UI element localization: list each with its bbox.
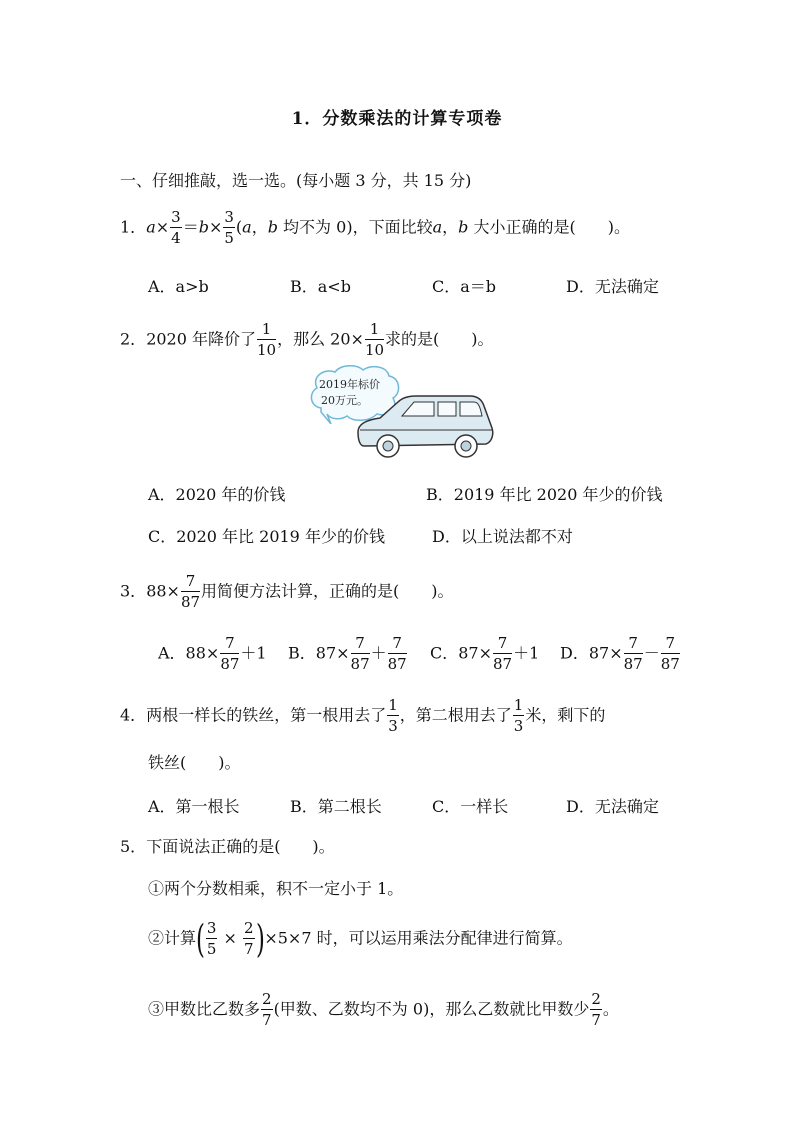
fraction: $\frac{7}{87}$: [350, 634, 370, 673]
q1-option-b[interactable]: B．a<b: [290, 277, 351, 296]
var-a: a: [146, 217, 156, 237]
equals-sign: ＝: [182, 217, 199, 237]
fraction: $\frac{3}{4}$: [171, 208, 181, 247]
page-title: 1．分数乘法的计算专项卷: [291, 109, 503, 129]
bubble-line-1: 2019年标价: [319, 378, 380, 391]
q2-option-b[interactable]: B．2019 年比 2020 年少的价钱: [426, 485, 663, 504]
section-heading: 一、仔细推敲，选一选。(每小题 3 分，共 15 分): [120, 171, 472, 190]
question-4: 4．两根一样长的铁丝，第一根用去了 $\frac{1}{3}$ ，第二根用去了 $\frac{1}{3}$ 米，剩下的: [120, 696, 606, 735]
question-number: 3．: [120, 581, 147, 601]
question-5: 5．下面说法正确的是( )。: [120, 837, 335, 856]
fraction: $\frac{1}{10}$: [257, 320, 277, 359]
question-number: 4．: [120, 705, 147, 725]
q3-option-d[interactable]: D．87× $\frac{7}{87}$ － $\frac{7}{87}$: [560, 634, 680, 673]
q1-option-a[interactable]: A．a>b: [148, 277, 209, 296]
question-number: 5．: [120, 837, 147, 856]
bubble-line-2: 20万元。: [321, 394, 368, 407]
q4-option-b[interactable]: B．第二根长: [290, 797, 382, 816]
statement-1: ①两个分数相乘，积不一定小于 1。: [148, 879, 404, 898]
q3-option-c[interactable]: C．87× $\frac{7}{87}$ ＋1: [430, 634, 540, 673]
fraction: $\frac{1}{3}$: [388, 696, 398, 735]
q3-option-b[interactable]: B．87× $\frac{7}{87}$ ＋ $\frac{7}{87}$: [288, 634, 407, 673]
question-3: 3．88× $\frac{7}{87}$ 用简便方法计算，正确的是( )。: [120, 572, 454, 611]
q4-option-a[interactable]: A．第一根长: [148, 797, 240, 816]
times-sign: ×: [155, 217, 170, 237]
question-number: 1．: [120, 217, 147, 237]
q2-option-a[interactable]: A．2020 年的价钱: [148, 485, 286, 504]
q4-option-c[interactable]: C．一样长: [432, 797, 509, 816]
var-b: b: [198, 217, 209, 237]
fraction: $\frac{7}{87}$: [387, 634, 407, 673]
q2-option-c[interactable]: C．2020 年比 2019 年少的价钱: [148, 527, 385, 546]
fraction: $\frac{1}{10}$: [364, 320, 385, 359]
fraction: $\frac{2}{7}$: [591, 990, 601, 1029]
fraction: $\frac{3}{5}$: [206, 919, 217, 958]
fraction: $\frac{2}{7}$: [262, 990, 272, 1029]
question-2: 2．2020 年降价了 $\frac{1}{10}$ ，那么 20× $\frac{1}{10}$ 求的是( )。: [120, 320, 494, 359]
question-number: 2．: [120, 329, 147, 349]
question-4-continued: 铁丝( )。: [148, 753, 241, 772]
fraction: $\frac{7}{87}$: [660, 634, 680, 673]
fraction: $\frac{7}{87}$: [493, 634, 513, 673]
paren-open: (: [195, 917, 205, 961]
paren-close: ): [255, 917, 265, 961]
fraction: $\frac{7}{87}$: [623, 634, 643, 673]
fraction: $\frac{7}{87}$: [180, 572, 201, 611]
q2-option-d[interactable]: D．以上说法都不对: [432, 527, 573, 546]
question-1: 1．a× $\frac{3}{4}$ ＝b× $\frac{3}{5}$ (a，b 均不为 0)，下面比较a，b 大小正确的是( )。: [120, 208, 630, 247]
q3-option-a[interactable]: A．88× $\frac{7}{87}$ ＋1: [158, 634, 267, 673]
car-illustration: [352, 384, 498, 464]
fraction: $\frac{7}{87}$: [220, 634, 240, 673]
q1-option-d[interactable]: D．无法确定: [566, 277, 659, 296]
times-sign: ×: [208, 217, 223, 237]
q4-option-d[interactable]: D．无法确定: [566, 797, 659, 816]
fraction: $\frac{1}{3}$: [513, 696, 524, 735]
fraction: $\frac{2}{7}$: [243, 919, 254, 958]
statement-3: ③甲数比乙数多 $\frac{2}{7}$ (甲数、乙数均不为 0)，那么乙数就比甲数少 $\frac{2}{7}$ 。: [148, 990, 619, 1029]
q1-option-c[interactable]: C．a＝b: [432, 277, 497, 296]
statement-2: ②计算( $\frac{3}{5}$ × $\frac{2}{7}$ )×5×7 时，可以运用乘法分配律进行简算。: [148, 917, 573, 961]
fraction: $\frac{3}{5}$: [224, 208, 234, 247]
